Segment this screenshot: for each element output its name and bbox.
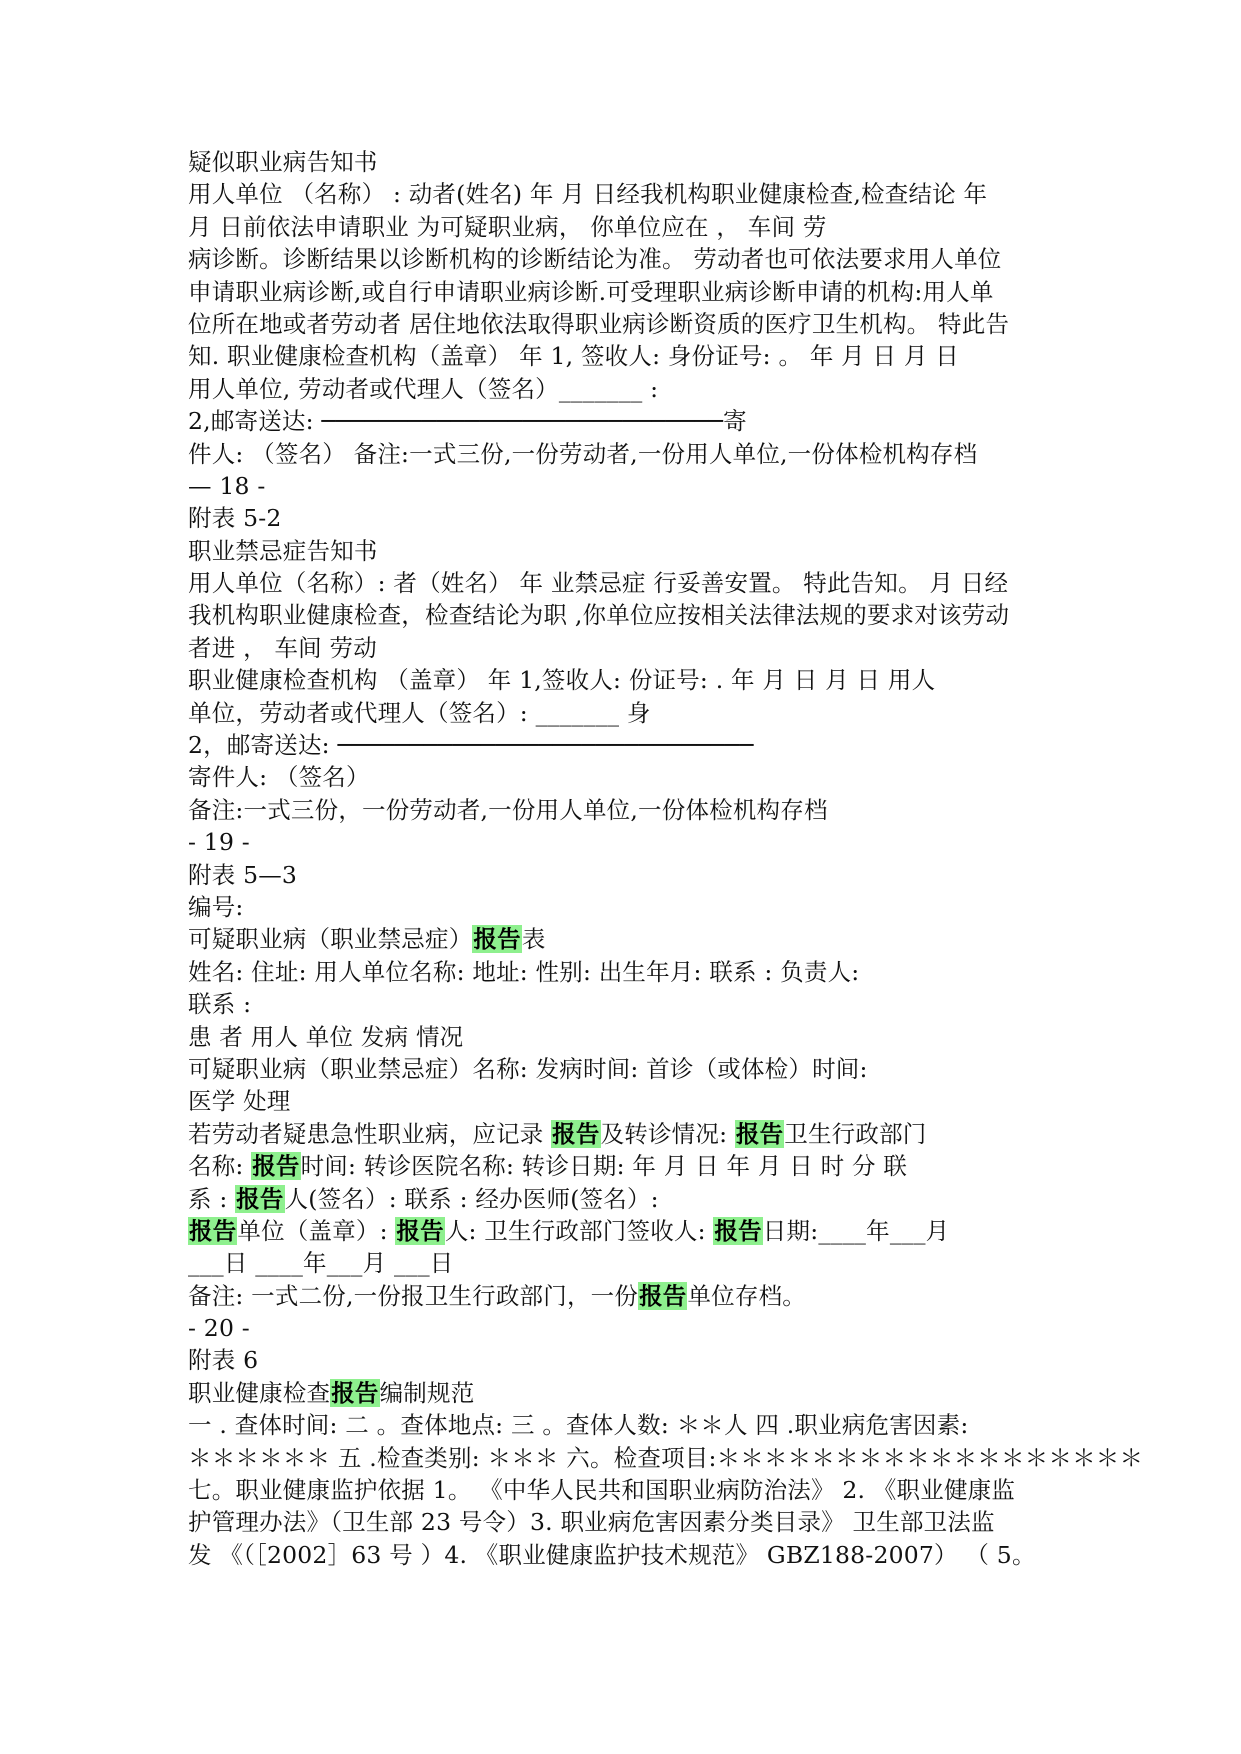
text-segment: 用人单位（名称）: 者（姓名） 年 业禁忌症 行妥善安置。 特此告知。 月 日经 <box>188 569 1009 598</box>
text-segment: 日期:____年___月 <box>762 1216 950 1245</box>
text-segment: 位所在地或者劳动者 居住地依法取得职业病诊断资质的医疗卫生机构。 特此告 <box>188 309 1010 338</box>
text-line <box>188 1506 1181 1538</box>
text-segment: 者进 ， 车间 劳动 <box>188 633 377 662</box>
text-line <box>188 146 1181 178</box>
highlighted-term: 报告 <box>331 1378 379 1407</box>
text-line <box>188 405 1181 437</box>
text-line <box>188 1442 1181 1474</box>
text-segment: 职业健康检查 <box>188 1378 331 1407</box>
text-segment: - 19 - <box>188 828 250 857</box>
text-line <box>188 340 1181 372</box>
text-line <box>188 891 1181 923</box>
text-line <box>188 1280 1181 1312</box>
text-line <box>188 1474 1181 1506</box>
text-segment: 姓名: 住址: 用人单位名称: 地址: 性别: 出生年月: 联系 : 负责人: <box>188 957 860 986</box>
highlighted-term: 报告 <box>396 1216 444 1245</box>
text-segment: 我机构职业健康检查，检查结论为职 ,你单位应按相关法律法规的要求对该劳动 <box>188 601 1010 630</box>
text-segment: 附表 5—3 <box>188 860 298 889</box>
text-line <box>188 794 1181 826</box>
text-segment: 备注:一式三份，一份劳动者,一份用人单位,一份体检机构存档 <box>188 795 828 824</box>
text-line <box>188 761 1181 793</box>
text-segment: 若劳动者疑患急性职业病，应记录 <box>188 1119 552 1148</box>
text-segment: 用人单位 （名称） : 动者(姓名) 年 月 日经我机构职业健康检查,检查结论 年 <box>188 180 988 209</box>
text-line <box>188 276 1181 308</box>
text-segment: 时间: 转诊医院名称: 转诊日期: 年 月 日 年 月 日 时 分 联 <box>300 1152 908 1181</box>
text-segment: ___日 ____年___月 ___日 <box>188 1249 454 1278</box>
text-line <box>188 1085 1181 1117</box>
highlighted-term: 报告 <box>189 1216 237 1245</box>
text-segment: 寄件人: （签名） <box>188 763 370 792</box>
text-line <box>188 308 1181 340</box>
text-segment: 一 . 查体时间: 二 。查体地点: 三 。查体人数: ＊＊人 四 .职业病危害因素: <box>188 1411 969 1440</box>
text-segment: 附表 6 <box>188 1346 259 1375</box>
text-segment: 表 <box>521 925 546 954</box>
highlighted-term: 报告 <box>252 1152 300 1181</box>
text-line <box>188 1344 1181 1376</box>
text-segment: 疑似职业病告知书 <box>188 148 378 176</box>
text-segment: 可疑职业病（职业禁忌症） <box>188 925 473 954</box>
text-segment: 护管理办法》（卫生部 23 号令）3. 职业病危害因素分类目录》 卫生部卫法监 <box>188 1508 995 1537</box>
text-segment: 及转诊情况: <box>600 1119 735 1148</box>
text-line <box>188 178 1181 210</box>
text-segment: 2,邮寄送达: ────────────────────────────寄 <box>188 407 747 436</box>
text-segment: 备注: 一式二份,一份报卫生行政部门，一份 <box>188 1281 639 1310</box>
text-line <box>188 956 1181 988</box>
text-line <box>188 1247 1181 1279</box>
text-segment: 七。职业健康监护依据 1。 《中华人民共和国职业病防治法》 2. 《职业健康监 <box>188 1476 1016 1505</box>
text-segment: 编制规范 <box>379 1378 475 1407</box>
text-segment: ＊＊＊＊＊＊ 五 .检查类别: ＊＊＊ 六。检查项目:＊＊＊＊＊＊＊＊＊＊＊＊＊＊＊＊＊＊ <box>188 1443 1144 1472</box>
text-segment: 卫生行政部门 <box>784 1119 927 1148</box>
highlighted-term: 报告 <box>236 1184 284 1213</box>
text-segment: 病诊断。诊断结果以诊断机构的诊断结论为准。 劳动者也可依法要求用人单位 <box>188 245 1002 274</box>
text-segment: 人(签名）: 联系 : 经办医师(签名）: <box>284 1184 659 1213</box>
text-line <box>188 697 1181 729</box>
text-segment: 职业禁忌症告知书 <box>188 536 378 565</box>
text-line <box>188 373 1181 405</box>
text-segment: 系 : <box>188 1184 236 1213</box>
text-segment: 联系 : <box>188 990 252 1019</box>
text-segment: 可疑职业病（职业禁忌症）名称: 发病时间: 首诊（或体检）时间: <box>188 1054 868 1083</box>
highlighted-term: 报告 <box>552 1119 600 1148</box>
text-line <box>188 729 1181 761</box>
text-segment: 2，邮寄送达: ───────────────────────────── <box>188 731 754 760</box>
highlighted-term: 报告 <box>714 1216 762 1245</box>
text-line <box>188 470 1181 502</box>
text-line <box>188 1053 1181 1085</box>
text-line <box>188 1118 1181 1150</box>
text-line <box>188 211 1181 243</box>
highlighted-term: 报告 <box>639 1281 687 1310</box>
text-line <box>188 859 1181 891</box>
text-segment: 医学 处理 <box>188 1087 291 1116</box>
text-line <box>188 1539 1181 1571</box>
text-line <box>188 988 1181 1020</box>
text-segment: 月 日前依法申请职业 为可疑职业病， 你单位应在 ， 车间 劳 <box>188 212 827 241</box>
text-line <box>188 1183 1181 1215</box>
text-line <box>188 599 1181 631</box>
text-line <box>188 664 1181 696</box>
text-segment: 发 《（［2002］63 号 ）4. 《职业健康监护技术规范》 GBZ188-2007） （ 5。 <box>188 1540 1036 1569</box>
text-line <box>188 1215 1181 1247</box>
text-segment: 知. 职业健康检查机构（盖章） 年 1, 签收人: 身份证号: 。 年 月 日 月 日 <box>188 342 959 371</box>
highlighted-term: 报告 <box>735 1119 784 1148</box>
text-segment: 件人: （签名） 备注:一式三份,一份劳动者,一份用人单位,一份体检机构存档 <box>188 439 978 468</box>
text-line <box>188 923 1181 955</box>
text-segment: 人: 卫生行政部门签收人: <box>444 1216 714 1245</box>
text-line <box>188 1312 1181 1344</box>
text-line <box>188 438 1181 470</box>
text-segment: 附表 5-2 <box>188 504 282 533</box>
text-segment: 单位（盖章）: <box>237 1216 396 1245</box>
text-segment: - 20 - <box>188 1314 250 1343</box>
text-segment: 单位，劳动者或代理人（签名）: _______ 身 <box>188 698 651 727</box>
text-line <box>188 826 1181 858</box>
highlighted-term: 报告 <box>473 925 521 954</box>
text-line <box>188 632 1181 664</box>
text-segment: 编号: <box>188 892 244 921</box>
text-segment: 名称: <box>188 1152 252 1181</box>
text-segment: 申请职业病诊断,或自行申请职业病诊断.可受理职业病诊断申请的机构:用人单 <box>188 277 994 306</box>
text-line <box>188 1150 1181 1182</box>
text-line <box>188 502 1181 534</box>
text-segment: 单位存档。 <box>687 1281 806 1310</box>
text-segment: — 18 - <box>188 471 266 500</box>
text-line <box>188 567 1181 599</box>
text-line <box>188 535 1181 567</box>
text-line <box>188 1021 1181 1053</box>
text-segment: 用人单位, 劳动者或代理人（签名）_______ : <box>188 374 659 403</box>
text-line <box>188 243 1181 275</box>
text-line <box>188 1409 1181 1441</box>
text-segment: 职业健康检查机构 （盖章） 年 1,签收人: 份证号: . 年 月 日 月 日 用人 <box>188 666 936 695</box>
text-segment: 患 者 用人 单位 发病 情况 <box>188 1022 464 1051</box>
text-line <box>188 1377 1181 1409</box>
